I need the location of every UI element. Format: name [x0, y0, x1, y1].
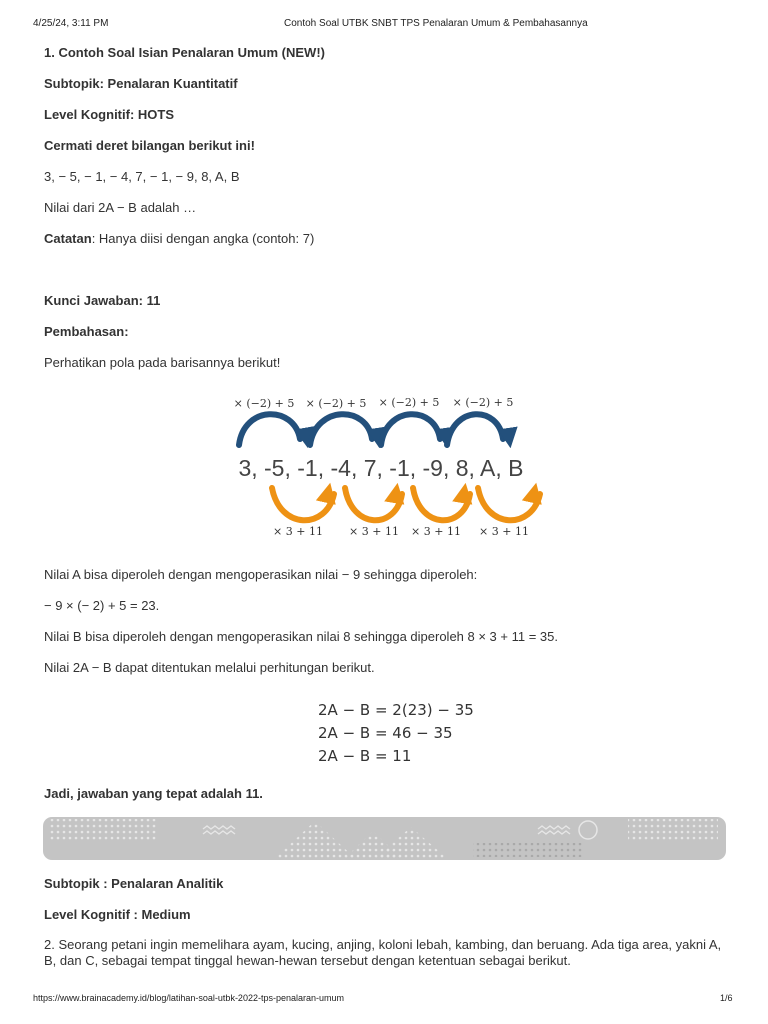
equation-line-2: 2A − B = 46 − 35: [318, 724, 453, 742]
orange-arc-arrow: [478, 488, 540, 520]
cognitive-level-2-label: Level Kognitif : Medium: [44, 907, 191, 922]
blue-arc-arrow: [239, 414, 300, 445]
answer-key: Kunci Jawaban: 11: [44, 293, 161, 308]
instruction-text: Cermati deret bilangan berikut ini!: [44, 138, 255, 153]
solution-c-text: Nilai 2A − B dapat ditentukan melalui perhitungan berikut.: [44, 660, 375, 675]
orange-arc-arrow: [272, 488, 334, 520]
print-document-title: Contoh Soal UTBK SNBT TPS Penalaran Umum & Pembahasannya: [284, 18, 588, 29]
subtopic-label: Subtopik: Penalaran Kuantitatif: [44, 76, 238, 91]
solution-b-text: Nilai B bisa diperoleh dengan mengoperasikan nilai 8 sehingga diperoleh 8 × 3 + 11 = 35.: [44, 629, 558, 644]
solution-a-calc: − 9 × (− 2) + 5 = 23.: [44, 598, 160, 613]
bottom-operation-label: × 3 + 11: [411, 525, 461, 538]
equation-line-1: 2A − B = 2(23) − 35: [318, 701, 474, 719]
note-label: Catatan: [44, 231, 92, 246]
bottom-operation-label: × 3 + 11: [273, 525, 323, 538]
cognitive-level-label: Level Kognitif: HOTS: [44, 107, 174, 122]
orange-arc-arrow: [413, 488, 470, 520]
subtopic-2-label: Subtopik : Penalaran Analitik: [44, 876, 224, 891]
conclusion-text: Jadi, jawaban yang tepat adalah 11.: [44, 786, 263, 801]
number-sequence: 3, − 5, − 1, − 4, 7, − 1, − 9, 8, A, B: [44, 169, 240, 184]
note-text: : Hanya diisi dengan angka (contoh: 7): [91, 231, 315, 246]
solution-a-text: Nilai A bisa diperoleh dengan mengoperasikan nilai − 9 sehingga diperoleh:: [44, 567, 478, 582]
diagram-sequence-text: 3, -5, -1, -4, 7, -1, -9, 8, A, B: [238, 455, 524, 481]
blue-arc-arrow: [310, 414, 372, 445]
question-1-heading: 1. Contoh Soal Isian Penalaran Umum (NEW!): [44, 45, 325, 60]
top-operation-label: × (−2) + 5: [305, 397, 367, 410]
decorative-divider-banner: [43, 817, 726, 860]
note: [44, 231, 314, 246]
equation-line-3: 2A − B = 11: [318, 747, 412, 765]
orange-arc-arrow: [345, 488, 402, 520]
blue-arc-arrow: [447, 414, 503, 445]
blue-arc-arrow: [381, 414, 440, 445]
question-2-text: 2. Seorang petani ingin memelihara ayam, kucing, anjing, koloni lebah, kambing, dan beruang. Ada tiga area, yakni A, B, dan C, sebagai tempat tinggal hewan-hewan tersebut dengan ketentuan sebagai berikut.: [44, 937, 722, 968]
print-url: https://www.brainacademy.id/blog/latihan-soal-utbk-2022-tps-penalaran-umum: [33, 993, 344, 1003]
print-page-number: 1/6: [720, 993, 733, 1003]
sequence-pattern-diagram: [0, 385, 768, 545]
top-operation-label: × (−2) + 5: [233, 397, 295, 410]
top-operation-label: × (−2) + 5: [378, 396, 440, 409]
question-text: Nilai dari 2A − B adalah …: [44, 200, 197, 215]
top-operation-label: × (−2) + 5: [452, 396, 514, 409]
dot-pattern-decoration: [43, 817, 726, 860]
discussion-label: Pembahasan:: [44, 324, 129, 339]
bottom-operation-label: × 3 + 11: [479, 525, 529, 538]
print-datetime: 4/25/24, 3:11 PM: [33, 18, 109, 29]
pattern-intro: Perhatikan pola pada barisannya berikut!: [44, 355, 281, 370]
bottom-operation-label: × 3 + 11: [349, 525, 399, 538]
